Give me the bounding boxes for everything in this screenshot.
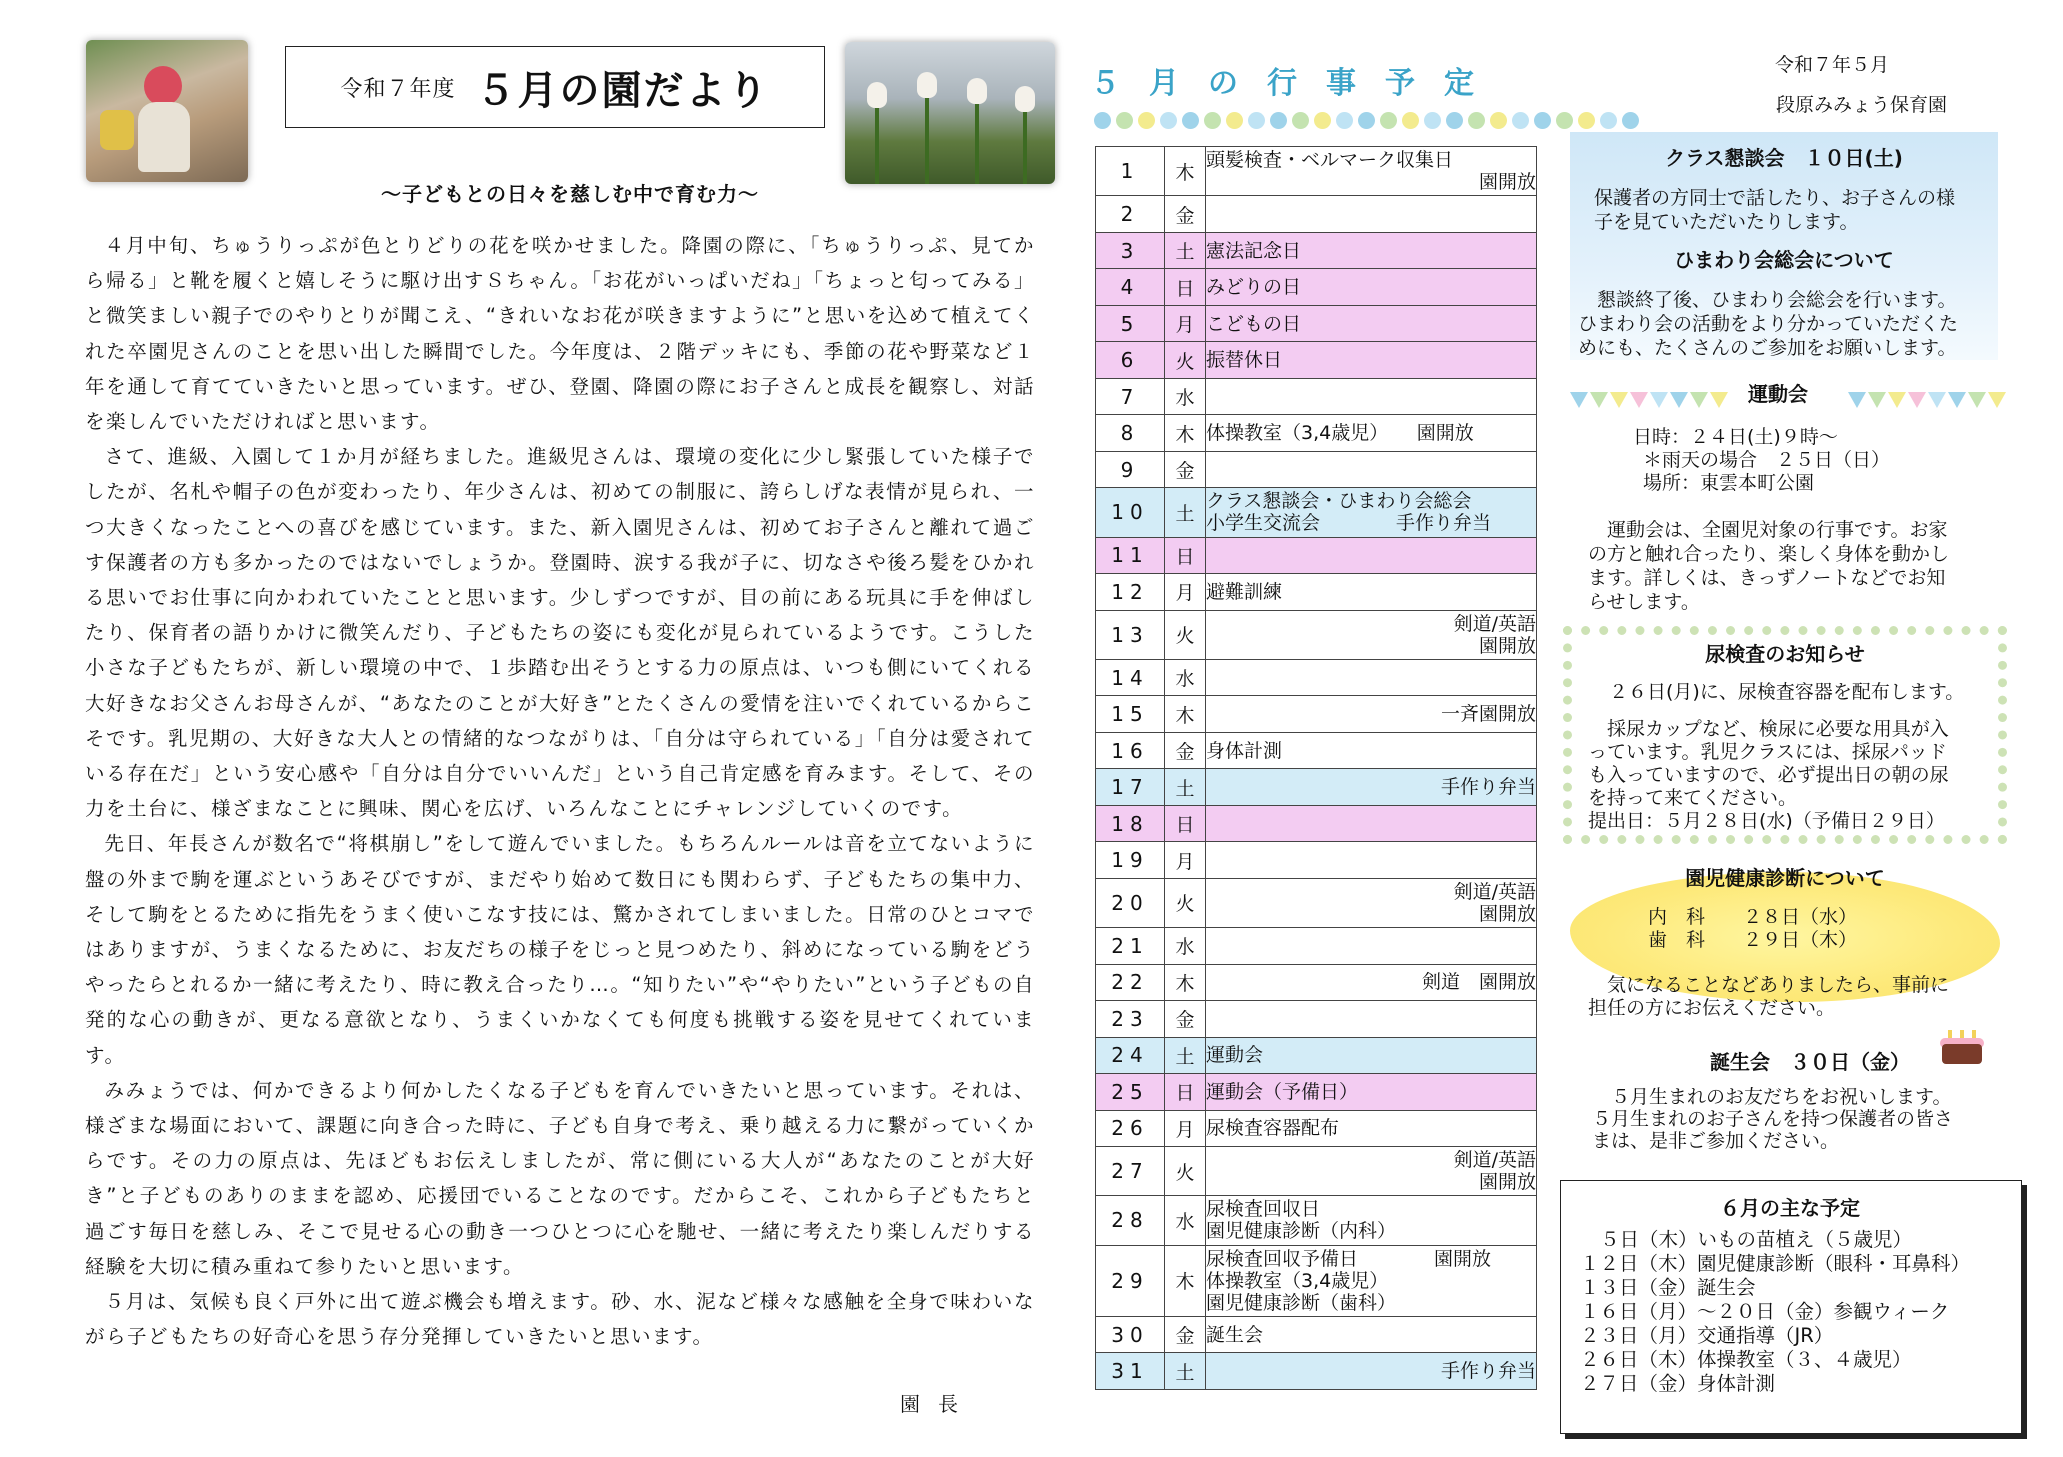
list-item: ２７日（金）身体計測 [1580,1372,1776,1395]
day-of-week: 日 [1165,1074,1206,1111]
dot-decoration [1446,112,1463,129]
bunting-flag [1590,392,1608,408]
day-of-week: 月 [1165,842,1206,879]
text-line: 提出日：５月２８日(水)（予備日２９日） [1588,810,1945,832]
bunting-flag [1888,392,1906,408]
schedule-row [1096,232,1537,269]
class-meeting-heading: クラス懇談会 １０日(土) [1665,146,1903,170]
june-schedule-list [1580,1228,1970,1396]
schedule-row [1096,269,1537,306]
bunting-flag [1650,392,1668,408]
day-number: 6 [1096,342,1165,379]
event-cell [1206,305,1537,342]
list-item: ２６日（木）体操教室（３、４歳児） [1580,1348,1912,1371]
child-yellow [100,110,134,150]
day-of-week: 木 [1165,1245,1206,1316]
day-number: 29 [1096,1245,1165,1316]
photo-children-garden [86,40,248,182]
day-of-week: 月 [1165,574,1206,611]
dot-decoration [1578,112,1595,129]
day-number: 2 [1096,196,1165,233]
bunting-flag [1908,392,1926,408]
day-of-week: 金 [1165,451,1206,488]
day-number: 19 [1096,842,1165,879]
list-item: ５日（木）いもの苗植え（５歳児） [1600,1228,1913,1251]
day-number: 4 [1096,269,1165,306]
schedule-row [1096,342,1537,379]
dot-decoration [1402,112,1419,129]
bunting-flag [1868,392,1886,408]
event-cell [1206,269,1537,306]
schedule-row [1096,574,1537,611]
essay-paragraph: さて、進級、入園して１か月が経ちました。進級児さんは、環境の変化に少し緊張していた様子でしたが、名札や帽子の色が変わったり、年少さんは、初めての制服に、誇らしげな表情が見られ、一つ大きくなったことへの喜びを感じています。また、新入園児さんは、初めてお子さんと離れて過ごす保護者の方も多かったのではないでしょうか。登園時、涙する我が子に、切なさや後ろ髪をひかれる思いでお仕事に向かわれていたことと思います。少しずつですが、目の前にある玩具に手を伸ばしたり、保育者の語りかけに微笑んだり、子どもたちの姿にも変化が見られているようです。こうした小さな子どもたちが、新しい環境の中で、１歩踏む出そうとする力の原点は、いつも側にいてくれる大好きなお父さんお母さんが、“あなたのことが大好き”とたくさんの愛情を注いでくれているからこそです。乳児期の、大好きな大人との情緒的なつながりは、「自分は守られている」「自分は愛されている存在だ」という安心感や「自分は自分でいいんだ」という自己肯定感を育みます。そして、その力を土台に、様ざまなことに興味、関心を広げ、いろんなことにチャレンジしていくのです。 [85,445,1035,821]
event-text: 身体計測 [1206,739,1283,762]
text-line: ひまわり会の活動をより分かっていただくた [1578,313,1959,335]
bunting-flag [1928,392,1946,408]
event-text: 尿検査回収日 [1206,1198,1321,1221]
essay-body [85,228,1035,1355]
dot-decoration [1248,112,1265,129]
text-line: 運動会は、全園児対象の行事です。お家 [1607,519,1948,541]
dot-decoration [1380,112,1397,129]
tulip-icon [967,78,987,104]
event-cell [1206,451,1537,488]
bunting-flag [1988,392,2006,408]
schedule-row [1096,610,1537,659]
dot-decoration [1116,112,1133,129]
schedule-row [1096,696,1537,733]
day-number: 27 [1096,1147,1165,1196]
urine-test-line [1590,680,1964,704]
text-line: の方と触れ合ったり、楽しく身体を動かし [1588,543,1950,565]
event-text: 誕生会 [1206,1323,1264,1346]
dot-decoration [1600,112,1617,129]
day-number: 12 [1096,574,1165,611]
event-text-right: 園開放 [1478,902,1536,925]
dot-decoration [1512,112,1529,129]
event-text: 体操教室（3,4歳児） 園開放 [1206,422,1474,445]
list-item: １２日（木）園児健康診断（眼科・耳鼻科） [1580,1252,1971,1275]
event-text-right: 一斉園開放 [1440,703,1536,726]
event-text: 避難訓練 [1206,580,1283,603]
schedule-row [1096,1110,1537,1147]
day-number: 16 [1096,732,1165,769]
event-text: みどりの日 [1206,276,1302,299]
day-of-week: 土 [1165,1037,1206,1074]
event-cell [1206,732,1537,769]
event-cell [1206,147,1537,196]
text-line: っています。乳児クラスには、採尿パッド [1588,741,1947,763]
himawari-heading: ひまわり会総会について [1674,248,1894,272]
day-of-week: 金 [1165,1316,1206,1353]
event-cell [1206,1196,1537,1245]
schedule-row [1096,196,1537,233]
text-line: を持って来てください。 [1588,787,1798,809]
bunting-flag [1670,392,1688,408]
schedule-row [1096,805,1537,842]
bunting-flag [1630,392,1648,408]
title-box [285,46,825,128]
dot-decoration [1270,112,1287,129]
day-of-week: 火 [1165,1147,1206,1196]
urine-test-heading: 尿検査のお知らせ [1705,642,1865,666]
text-line: ２６日(月)に、尿検査容器を配布します。 [1609,681,1965,703]
text-line: めにも、たくさんのご参加をお願いします。 [1578,337,1957,359]
event-text-right: 手作り弁当 [1440,776,1536,799]
event-cell [1206,1110,1537,1147]
schedule-row [1096,1353,1537,1390]
event-cell [1206,1353,1537,1390]
event-text: 体操教室（3,4歳児） [1206,1269,1389,1292]
event-cell [1206,696,1537,733]
day-of-week: 日 [1165,805,1206,842]
event-cell [1206,574,1537,611]
tulip-icon [917,72,937,98]
health-check-heading: 園児健康診断について [1685,866,1885,890]
schedule-row [1096,1001,1537,1038]
dot-decoration [1204,112,1221,129]
child-figure [138,102,190,172]
page-title: ５月の園だより [475,67,770,114]
schedule-row [1096,732,1537,769]
text-line: 採尿カップなど、検尿に必要な用具が入 [1607,718,1949,740]
day-number: 14 [1096,659,1165,696]
birthday-body [1592,1086,1953,1152]
text-line: 子を見ていただいたりします。 [1594,211,1859,233]
dot-decoration [1094,112,1111,129]
day-number: 13 [1096,610,1165,659]
event-cell [1206,1147,1537,1196]
event-cell [1206,1245,1537,1316]
event-text: 運動会（予備日） [1206,1080,1359,1103]
day-of-week: 水 [1165,378,1206,415]
event-cell [1206,610,1537,659]
day-of-week: 水 [1165,1196,1206,1245]
text-line: まは、是非ご参加ください。 [1592,1130,1840,1152]
dot-decoration [1358,112,1375,129]
day-of-week: 水 [1165,659,1206,696]
day-of-week: 火 [1165,878,1206,927]
organization-name: 段原みみょう保育園 [1776,94,1948,116]
day-number: 10 [1096,488,1165,537]
day-number: 3 [1096,232,1165,269]
day-of-week: 月 [1165,1110,1206,1147]
day-of-week: 土 [1165,1353,1206,1390]
day-number: 23 [1096,1001,1165,1038]
himawari-body [1578,288,1958,360]
dot-decoration [1314,112,1331,129]
birthday-heading: 誕生会 ３０日（金） [1710,1050,1910,1074]
bunting-flag [1690,392,1708,408]
day-number: 7 [1096,378,1165,415]
day-number: 28 [1096,1196,1165,1245]
schedule-row [1096,659,1537,696]
schedule-row [1096,1316,1537,1353]
schedule-row [1096,305,1537,342]
day-number: 24 [1096,1037,1165,1074]
day-number: 30 [1096,1316,1165,1353]
event-cell [1206,964,1537,1001]
day-number: 25 [1096,1074,1165,1111]
bunting-flag [1848,392,1866,408]
text-line: 懇談終了後、ひまわり会総会を行います。 [1597,289,1957,311]
schedule-row [1096,769,1537,806]
schedule-row [1096,1147,1537,1196]
event-cell [1206,1316,1537,1353]
text-line: 日時：２４日(土)９時～ [1633,426,1838,448]
dot-decoration [1622,112,1639,129]
health-check-body [1588,974,1949,1020]
sports-day-body [1588,518,1949,614]
list-item: １６日（月）～２０日（金）参観ウィーク [1580,1300,1950,1323]
bunting-flag [1968,392,1986,408]
day-of-week: 木 [1165,696,1206,733]
schedule-row [1096,928,1537,965]
sports-day-details [1633,426,1890,495]
essay-paragraph: ４月中旬、ちゅうりっぷが色とりどりの花を咲かせました。降園の際に、「ちゅうりっぷ、見てから帰る」と靴を履くと嬉しそうに駆け出すＳちゃん。「お花がいっぱいだね」「ちょっと匂ってみる」と微笑ましい親子でのやりとりが聞こえ、“きれいなお花が咲きますように”と思いを込めて植えてくれた卒園児さんのことを思い出した瞬間でした。今年度は、２階デッキにも、季節の花や野菜など１年を通して育てていきたいと思っています。ぜひ、登園、降園の際にお子さんと成長を観察し、対話を楽しんでいただければと思います。 [85,234,1036,434]
day-of-week: 金 [1165,196,1206,233]
event-text-right: 剣道/英語 [1453,880,1536,903]
essay-subtitle: ～子どもとの日々を慈しむ中で育む力～ [381,182,759,206]
decorative-dots [1094,112,1639,129]
event-cell [1206,1037,1537,1074]
event-cell [1206,232,1537,269]
text-line: 保護者の方同士で話したり、お子さんの様 [1594,187,1956,209]
event-cell [1206,415,1537,452]
event-cell [1206,805,1537,842]
event-cell [1206,769,1537,806]
event-cell [1206,537,1537,574]
text-line: ます。詳しくは、きっずノートなどでお知 [1588,567,1946,589]
day-of-week: 金 [1165,1001,1206,1038]
day-of-week: 土 [1165,232,1206,269]
day-of-week: 木 [1165,964,1206,1001]
day-of-week: 土 [1165,769,1206,806]
bunting-decoration [1848,392,2006,408]
text-line: も入っていますので、必ず提出日の朝の尿 [1588,764,1949,786]
schedule-row [1096,842,1537,879]
day-of-week: 日 [1165,537,1206,574]
event-text: 小学生交流会 手作り弁当 [1206,512,1492,535]
day-number: 17 [1096,769,1165,806]
event-text: 尿検査回収予備日 園開放 [1206,1247,1492,1270]
event-cell [1206,488,1537,537]
day-number: 9 [1096,451,1165,488]
event-text: 尿検査容器配布 [1206,1117,1340,1140]
day-number: 26 [1096,1110,1165,1147]
birthday-cake-icon [1940,1030,1984,1064]
bunting-flag [1610,392,1628,408]
essay-paragraph: ５月は、気候も良く戸外に出て遊ぶ機会も増えます。砂、水、泥など様々な感触を全身で味わいながら子どもたちの好奇心を思う存分発揮していきたいと思います。 [85,1290,1035,1349]
day-number: 8 [1096,415,1165,452]
schedule-row [1096,1245,1537,1316]
day-number: 1 [1096,147,1165,196]
dot-decoration [1226,112,1243,129]
day-number: 20 [1096,878,1165,927]
child-red-hat [144,66,182,106]
text-line: ５月生まれのお子さんを持つ保護者の皆さ [1592,1108,1954,1130]
event-cell [1206,842,1537,879]
schedule-row [1096,878,1537,927]
bunting-decoration [1570,392,1728,408]
event-cell [1206,878,1537,927]
event-text-right: 園開放 [1478,634,1536,657]
signature: 園長 [900,1392,976,1416]
event-text-right: 手作り弁当 [1440,1360,1536,1383]
dot-decoration [1534,112,1551,129]
list-item: １３日（金）誕生会 [1580,1276,1756,1299]
text-line: 歯 科 ２９日（木） [1648,929,1858,951]
event-text-right: 剣道/英語 [1453,1149,1536,1172]
event-text: 運動会 [1206,1044,1264,1067]
schedule-row [1096,1196,1537,1245]
text-line: 気になることなどありましたら、事前に [1607,974,1950,996]
year-label: 令和７年度 [340,76,456,102]
event-cell [1206,1001,1537,1038]
event-text-right: 園開放 [1478,1171,1536,1194]
schedule-row [1096,415,1537,452]
event-text: 憲法記念日 [1206,239,1302,262]
event-cell [1206,928,1537,965]
day-number: 31 [1096,1353,1165,1390]
class-meeting-body [1594,186,1955,234]
text-line: ＊雨天の場合 ２５日（日） [1643,449,1891,471]
event-cell [1206,196,1537,233]
day-of-week: 金 [1165,732,1206,769]
schedule-table [1095,146,1537,1390]
day-of-week: 木 [1165,147,1206,196]
urine-test-body [1588,718,1949,833]
tulip-icon [1015,86,1035,112]
event-text: 振替休日 [1206,349,1283,372]
text-line: ５月生まれのお友だちをお祝いします。 [1611,1086,1952,1108]
event-text: 園児健康診断（内科） [1206,1220,1397,1243]
day-number: 11 [1096,537,1165,574]
day-number: 5 [1096,305,1165,342]
bunting-flag [1570,392,1588,408]
schedule-row [1096,1037,1537,1074]
sports-day-heading: 運動会 [1748,382,1808,406]
day-of-week: 月 [1165,305,1206,342]
tulip-icon [867,82,887,108]
event-text-right: 園開放 [1478,171,1536,194]
dot-decoration [1556,112,1573,129]
june-schedule-heading: ６月の主な予定 [1720,1196,1860,1220]
dot-decoration [1160,112,1177,129]
day-of-week: 水 [1165,928,1206,965]
essay-paragraph: 先日、年長さんが数名で“将棋崩し”をして遊んでいました。もちろんルールは音を立てないように盤の外まで駒を運ぶというあそびですが、まだやり始めて数日にも関わらず、子どもたちの集中力、そして駒をとるために指先をうまく使いこなす技には、驚かされてしまいました。日常のひとコマではありますが、うまくなるために、お友だちの様子をじっと見つめたり、斜めになっている駒をどうやったらとれるか一緒に考えたり、時に教え合ったり…。“知りたい”や“やりたい”という子どもの自発的な心の動きが、更なる意欲となり、うまくいかなくても何度も挑戦する姿を見せてくれています。 [85,832,1035,1067]
day-of-week: 木 [1165,415,1206,452]
event-cell [1206,659,1537,696]
dot-decoration [1138,112,1155,129]
dot-decoration [1182,112,1199,129]
text-line: 内 科 ２８日（水） [1648,906,1858,928]
event-text: こどもの日 [1206,312,1302,335]
health-check-dates [1648,906,1857,952]
day-number: 21 [1096,928,1165,965]
event-cell [1206,1074,1537,1111]
event-text-right: 剣道/英語 [1453,612,1536,635]
day-of-week: 火 [1165,610,1206,659]
text-line: 担任の方にお伝えください。 [1588,997,1836,1019]
photo-tulips [845,42,1055,184]
dot-decoration [1468,112,1485,129]
event-cell [1206,378,1537,415]
dot-decoration [1424,112,1441,129]
list-item: ２３日（月）交通指導（JR） [1580,1324,1834,1347]
day-of-week: 日 [1165,269,1206,306]
text-line: 場所：東雲本町公園 [1643,472,1815,494]
schedule-row [1096,451,1537,488]
schedule-row [1096,488,1537,537]
schedule-row [1096,147,1537,196]
event-text: 園児健康診断（歯科） [1206,1291,1397,1314]
schedule-title: ５月の行事予定 [1090,66,1503,101]
dot-decoration [1292,112,1309,129]
event-text: クラス懇談会・ひまわり会総会 [1206,490,1472,513]
day-number: 18 [1096,805,1165,842]
day-of-week: 土 [1165,488,1206,537]
essay-paragraph: みみょうでは、何かできるより何かしたくなる子どもを育んでいきたいと思っています。それは、様ざまな場面において、課題に向き合った時に、子ども自身で考え、乗り越える力に繋がっていくからです。その力の原点は、先ほどもお伝えしましたが、常に側にいる大人が“あなたのことが大好き”と子どものありのままを認め、応援団でいることなのです。だからこそ、これから子どもたちと過ごす毎日を慈しみ、そこで見せる心の動き一つひとつに心を馳せ、一緒に考えたり楽しんだりする経験を大切に積み重ねて参りたいと思います。 [85,1078,1035,1278]
dot-decoration [1490,112,1507,129]
day-number: 15 [1096,696,1165,733]
schedule-row [1096,378,1537,415]
dot-decoration [1336,112,1353,129]
bunting-flag [1948,392,1966,408]
issue-date: 令和７年５月 [1775,54,1890,76]
schedule-row [1096,1074,1537,1111]
day-of-week: 火 [1165,342,1206,379]
event-text: 頭髪検査・ベルマーク収集日 [1206,149,1454,172]
schedule-row [1096,964,1537,1001]
text-line: らせします。 [1588,591,1700,613]
event-text-right: 剣道 園開放 [1421,971,1536,994]
schedule-row [1096,537,1537,574]
event-cell [1206,342,1537,379]
day-number: 22 [1096,964,1165,1001]
